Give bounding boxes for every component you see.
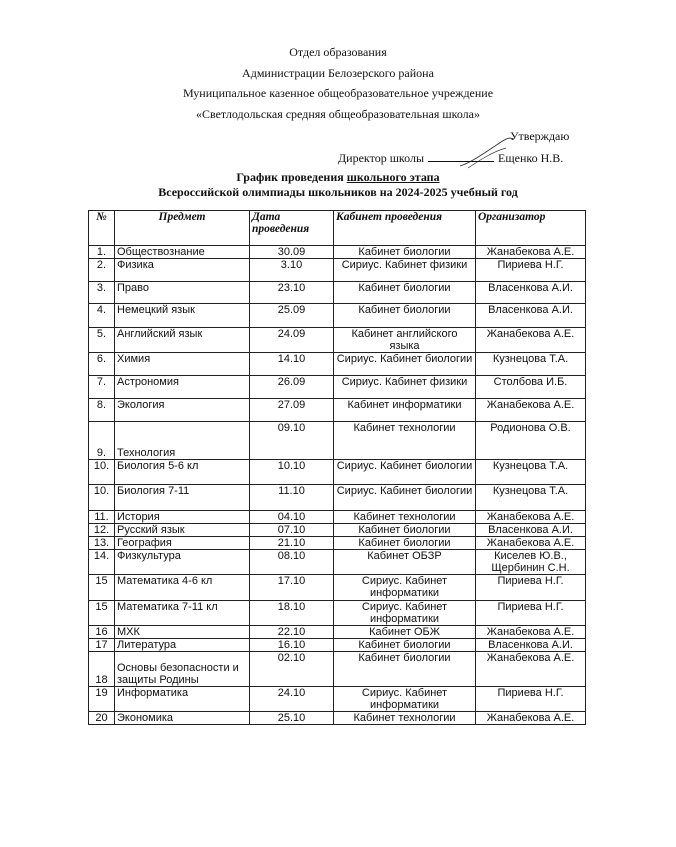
row-organizer: Киселев Ю.В., Щербинин С.Н. [476, 550, 586, 575]
row-organizer: Пириева Н.Г. [476, 575, 586, 601]
table-row [89, 652, 586, 687]
row-subject: Информатика [115, 687, 250, 712]
table-row [89, 524, 586, 537]
row-number: 10. [89, 485, 115, 511]
row-organizer: Жанабекова А.Е. [476, 511, 586, 524]
row-organizer: Власенкова А.И. [476, 524, 586, 537]
row-number: 16 [89, 626, 115, 639]
table-row [89, 353, 586, 376]
row-subject: История [115, 511, 250, 524]
table-row [89, 376, 586, 399]
row-date: 23.10 [250, 282, 334, 304]
header-administration: Администрации Белозерского района [242, 66, 434, 80]
row-room: Сириус. Кабинет физики [334, 376, 476, 399]
row-room: Сириус. Кабинет биологии [334, 460, 476, 485]
header-organizer: Организатор [476, 211, 586, 246]
table-row [89, 328, 586, 353]
row-room: Сириус. Кабинет информатики [334, 687, 476, 712]
row-number: 9. [89, 422, 115, 460]
table-row [89, 511, 586, 524]
row-room: Кабинет биологии [334, 304, 476, 328]
row-room: Кабинет биологии [334, 639, 476, 652]
table-row [89, 422, 586, 460]
olympiad-schedule-table [88, 210, 586, 725]
table-row [89, 550, 586, 575]
row-subject: Математика 7-11 кл [115, 601, 250, 626]
table-row [89, 460, 586, 485]
row-room: Кабинет биологии [334, 246, 476, 259]
row-subject: Русский язык [115, 524, 250, 537]
row-date: 24.09 [250, 328, 334, 353]
table-row [89, 259, 586, 282]
row-number: 8. [89, 399, 115, 422]
row-room: Кабинет технологии [334, 712, 476, 725]
row-subject: Английский язык [115, 328, 250, 353]
row-number: 15 [89, 575, 115, 601]
row-date: 27.09 [250, 399, 334, 422]
title-prefix: График проведения [236, 170, 344, 184]
row-organizer: Пириева Н.Г. [476, 601, 586, 626]
table-row [89, 282, 586, 304]
table-row [89, 399, 586, 422]
document-title-line2: Всероссийской олимпиады школьников на 2024-2025 учебный год [158, 185, 518, 199]
row-date: 04.10 [250, 511, 334, 524]
row-number: 1. [89, 246, 115, 259]
row-date: 18.10 [250, 601, 334, 626]
row-organizer: Пириева Н.Г. [476, 687, 586, 712]
row-organizer: Жанабекова А.Е. [476, 712, 586, 725]
table-row [89, 626, 586, 639]
director-label: Директор школы [338, 151, 425, 165]
row-organizer: Родионова О.В. [476, 422, 586, 460]
row-subject: Астрономия [115, 376, 250, 399]
row-organizer: Власенкова А.И. [476, 639, 586, 652]
row-organizer: Пириева Н.Г. [476, 259, 586, 282]
row-date: 17.10 [250, 575, 334, 601]
row-date: 10.10 [250, 460, 334, 485]
row-room: Кабинет технологии [334, 422, 476, 460]
row-subject: Биология 5-6 кл [115, 460, 250, 485]
row-number: 11. [89, 511, 115, 524]
header-department: Отдел образования [289, 45, 387, 59]
approval-label: Утверждаю [510, 129, 570, 143]
row-date: 02.10 [250, 652, 334, 687]
table-row [89, 304, 586, 328]
row-subject: Немецкий язык [115, 304, 250, 328]
row-number: 18 [89, 652, 115, 687]
row-organizer: Жанабекова А.Е. [476, 652, 586, 687]
row-subject: Математика 4-6 кл [115, 575, 250, 601]
row-date: 09.10 [250, 422, 334, 460]
row-room: Кабинет информатики [334, 399, 476, 422]
row-date: 30.09 [250, 246, 334, 259]
row-room: Сириус. Кабинет информатики [334, 575, 476, 601]
row-room: Сириус. Кабинет биологии [334, 485, 476, 511]
row-room: Кабинет биологии [334, 537, 476, 550]
table-row [89, 601, 586, 626]
row-subject: Обществознание [115, 246, 250, 259]
header-number: № [89, 211, 115, 246]
row-number: 17 [89, 639, 115, 652]
row-room: Кабинет биологии [334, 282, 476, 304]
row-organizer: Жанабекова А.Е. [476, 537, 586, 550]
row-subject: Физика [115, 259, 250, 282]
row-date: 16.10 [250, 639, 334, 652]
header-school-name: «Светлодольская средняя общеобразовательная школа» [195, 107, 480, 121]
signature-blank [428, 151, 494, 162]
row-number: 20 [89, 712, 115, 725]
row-number: 13. [89, 537, 115, 550]
row-subject: Физкультура [115, 550, 250, 575]
row-room: Кабинет ОБЗР [334, 550, 476, 575]
title-stage: школьного этапа [346, 170, 440, 184]
row-date: 07.10 [250, 524, 334, 537]
row-subject: Основы безопасности и защиты Родины [115, 652, 250, 687]
row-subject: Литература [115, 639, 250, 652]
row-subject: Технология [115, 422, 250, 460]
row-number: 15 [89, 601, 115, 626]
header-subject: Предмет [115, 211, 250, 246]
row-room: Сириус. Кабинет информатики [334, 601, 476, 626]
row-organizer: Кузнецова Т.А. [476, 485, 586, 511]
table-row [89, 485, 586, 511]
table-row [89, 712, 586, 725]
row-organizer: Кузнецова Т.А. [476, 460, 586, 485]
row-number: 7. [89, 376, 115, 399]
row-organizer: Жанабекова А.Е. [476, 328, 586, 353]
row-date: 25.10 [250, 712, 334, 725]
row-number: 10. [89, 460, 115, 485]
row-subject: Право [115, 282, 250, 304]
row-number: 14. [89, 550, 115, 575]
row-date: 21.10 [250, 537, 334, 550]
row-room: Сириус. Кабинет физики [334, 259, 476, 282]
row-organizer: Власенкова А.И. [476, 304, 586, 328]
row-organizer: Жанабекова А.Е. [476, 246, 586, 259]
table-row [89, 639, 586, 652]
header-date: Дата проведения [250, 211, 334, 246]
row-organizer: Жанабекова А.Е. [476, 626, 586, 639]
row-room: Кабинет английского языка [334, 328, 476, 353]
director-name: Ещенко Н.В. [498, 151, 564, 165]
row-date: 08.10 [250, 550, 334, 575]
row-subject: МХК [115, 626, 250, 639]
row-room: Кабинет биологии [334, 524, 476, 537]
row-subject: География [115, 537, 250, 550]
table-header-row [89, 211, 586, 246]
row-organizer: Кузнецова Т.А. [476, 353, 586, 376]
director-line [338, 151, 563, 166]
row-number: 12. [89, 524, 115, 537]
document-title-line1 [0, 170, 676, 184]
row-subject: Экология [115, 399, 250, 422]
header-institution-type: Муниципальное казенное общеобразовательное учреждение [182, 86, 494, 100]
table-row [89, 575, 586, 601]
row-date: 3.10 [250, 259, 334, 282]
row-number: 19 [89, 687, 115, 712]
row-number: 4. [89, 304, 115, 328]
row-number: 6. [89, 353, 115, 376]
table-row [89, 687, 586, 712]
row-number: 2. [89, 259, 115, 282]
row-date: 25.09 [250, 304, 334, 328]
row-subject: Химия [115, 353, 250, 376]
table-row [89, 537, 586, 550]
row-room: Кабинет технологии [334, 511, 476, 524]
row-number: 5. [89, 328, 115, 353]
row-date: 11.10 [250, 485, 334, 511]
row-subject: Экономика [115, 712, 250, 725]
table-row [89, 246, 586, 259]
row-subject: Биология 7-11 [115, 485, 250, 511]
row-date: 22.10 [250, 626, 334, 639]
row-room: Сириус. Кабинет биологии [334, 353, 476, 376]
row-organizer: Жанабекова А.Е. [476, 399, 586, 422]
header-room: Кабинет проведения [334, 211, 476, 246]
row-date: 24.10 [250, 687, 334, 712]
row-organizer: Столбова И.Б. [476, 376, 586, 399]
row-date: 14.10 [250, 353, 334, 376]
row-room: Кабинет ОБЖ [334, 626, 476, 639]
row-date: 26.09 [250, 376, 334, 399]
row-organizer: Власенкова А.И. [476, 282, 586, 304]
row-number: 3. [89, 282, 115, 304]
row-room: Кабинет биологии [334, 652, 476, 687]
